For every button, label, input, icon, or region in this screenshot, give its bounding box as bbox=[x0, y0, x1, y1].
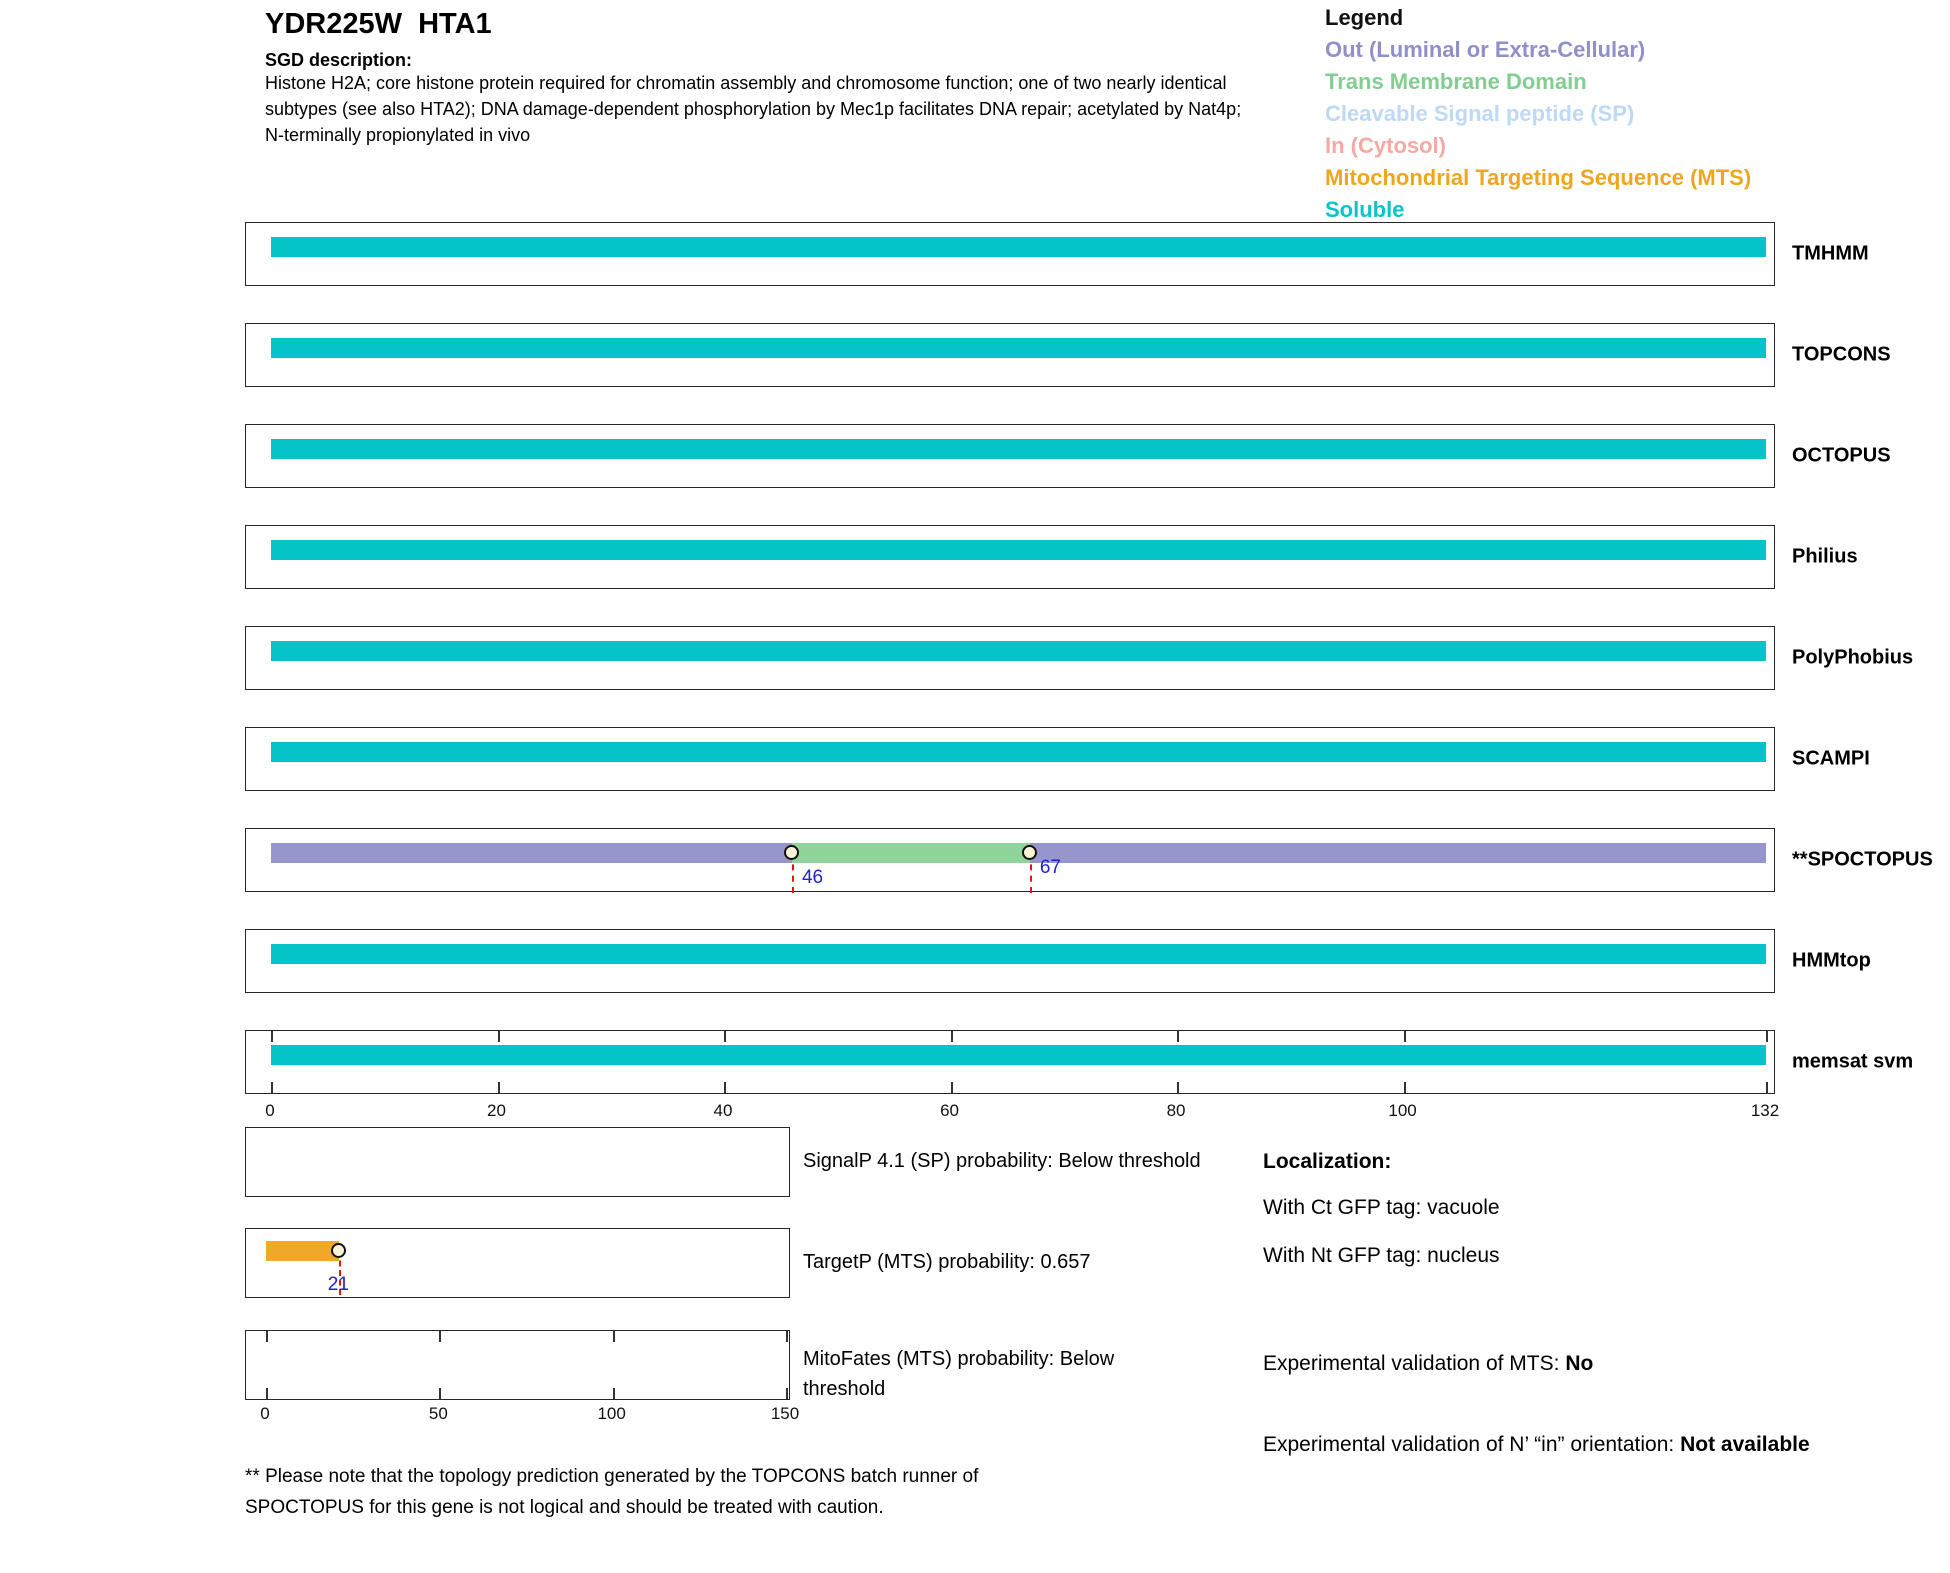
footnote-line1: ** Please note that the topology prediction generated by the TOPCONS batch runner of bbox=[245, 1466, 979, 1487]
legend-item-out: Out (Luminal or Extra-Cellular) bbox=[1325, 37, 1646, 62]
mts-validation-label: Experimental validation of MTS: bbox=[1263, 1352, 1560, 1375]
localization-ct-gfp: With Ct GFP tag: vacuole bbox=[1263, 1196, 1500, 1219]
cleavage-marker-icon bbox=[331, 1243, 346, 1258]
track-row-hmmtop bbox=[245, 929, 1950, 993]
axis-tick-label: 0 bbox=[260, 1404, 270, 1423]
axis-tick bbox=[1404, 1031, 1406, 1042]
orientation-validation-line bbox=[1263, 1428, 1838, 1461]
localization-heading: Localization: bbox=[1263, 1150, 1392, 1173]
axis-tick-label: 100 bbox=[1388, 1101, 1417, 1120]
legend-items bbox=[1325, 34, 1751, 226]
topology-segment-soluble bbox=[271, 237, 1766, 257]
prediction-track-box bbox=[245, 222, 1775, 286]
legend-item-in: In (Cytosol) bbox=[1325, 133, 1446, 158]
prediction-track-box bbox=[245, 424, 1775, 488]
topology-segment-out bbox=[1030, 843, 1766, 863]
axis-tick bbox=[1766, 1082, 1768, 1093]
legend-item-mts: Mitochondrial Targeting Sequence (MTS) bbox=[1325, 165, 1752, 190]
track-name-label: memsat svm bbox=[1792, 1050, 1914, 1073]
topology-segment-soluble bbox=[271, 944, 1766, 964]
axis-tick bbox=[1177, 1031, 1179, 1042]
boundary-position-label: 46 bbox=[801, 867, 824, 888]
axis-tick bbox=[1177, 1082, 1179, 1093]
targetp-plot-box bbox=[245, 1228, 790, 1298]
mitofates-plot-box bbox=[245, 1330, 790, 1400]
axis-tick bbox=[786, 1388, 788, 1399]
topology-segment-out bbox=[271, 843, 792, 863]
track-row-memsatsvm bbox=[245, 1030, 1950, 1094]
prediction-track-box bbox=[245, 727, 1775, 791]
prediction-track-box bbox=[245, 1030, 1775, 1094]
axis-tick bbox=[271, 1082, 273, 1093]
topology-segment-soluble bbox=[271, 742, 1766, 762]
cleavage-position-label: 21 bbox=[327, 1274, 349, 1295]
topology-segment-soluble bbox=[271, 540, 1766, 560]
legend-item-sp: Cleavable Signal peptide (SP) bbox=[1325, 101, 1635, 126]
axis-tick bbox=[266, 1331, 268, 1342]
localization-nt-gfp: With Nt GFP tag: nucleus bbox=[1263, 1244, 1500, 1267]
targetp-probability-label: TargetP (MTS) probability: 0.657 bbox=[803, 1251, 1091, 1273]
mitofates-probability-line2: threshold bbox=[803, 1378, 886, 1400]
axis-tick bbox=[498, 1031, 500, 1042]
axis-tick-label: 40 bbox=[713, 1101, 733, 1120]
axis-tick bbox=[1766, 1031, 1768, 1042]
track-row-polyphobius bbox=[245, 626, 1950, 690]
legend-item-tm: Trans Membrane Domain bbox=[1325, 69, 1587, 94]
track-row-topcons bbox=[245, 323, 1950, 387]
legend-title: Legend bbox=[1325, 5, 1404, 30]
axis-tick bbox=[786, 1331, 788, 1342]
track-row-octopus bbox=[245, 424, 1950, 488]
prediction-track-box bbox=[245, 828, 1775, 892]
axis-tick bbox=[951, 1082, 953, 1093]
axis-tick bbox=[724, 1031, 726, 1042]
sgd-description-text: Histone H2A; core histone protein required for chromatin assembly and chromosome function; one of two nearly identical subtypes (see also HTA2); DNA damage-dependent phosphorylation by Mec1p facilitates DNA repair; acetylated by Nat4p; N-terminally propionylated in vivo bbox=[265, 73, 1242, 145]
axis-tick bbox=[498, 1082, 500, 1093]
track-row-scampi bbox=[245, 727, 1950, 791]
track-name-label: PolyPhobius bbox=[1792, 646, 1914, 669]
topology-segment-tm bbox=[792, 843, 1030, 863]
axis-tick-label: 150 bbox=[770, 1404, 800, 1423]
axis-tick bbox=[271, 1031, 273, 1042]
signalp-probability-label: SignalP 4.1 (SP) probability: Below threshold bbox=[803, 1150, 1201, 1172]
topology-segment-soluble bbox=[271, 338, 1766, 358]
topology-segment-soluble bbox=[271, 1045, 1766, 1065]
prediction-track-box bbox=[245, 323, 1775, 387]
orientation-validation-value: Not available bbox=[1680, 1433, 1810, 1456]
prediction-track-box bbox=[245, 626, 1775, 690]
axis-tick-label: 132 bbox=[1750, 1101, 1780, 1120]
track-row-philius bbox=[245, 525, 1950, 589]
track-row-tmhmm bbox=[245, 222, 1950, 286]
topology-segment-soluble bbox=[271, 641, 1766, 661]
topology-segment-soluble bbox=[271, 439, 1766, 459]
axis-tick-label: 0 bbox=[265, 1101, 275, 1120]
spoctopus-footnote bbox=[245, 1461, 978, 1523]
axis-tick bbox=[951, 1031, 953, 1042]
track-name-label: HMMtop bbox=[1792, 949, 1871, 972]
track-name-label: SCAMPI bbox=[1792, 747, 1870, 770]
axis-tick bbox=[266, 1388, 268, 1399]
mitofates-probability-label bbox=[803, 1344, 1114, 1404]
axis-tick bbox=[724, 1082, 726, 1093]
track-name-label: Philius bbox=[1792, 545, 1858, 568]
sgd-description-heading: SGD description: bbox=[265, 50, 413, 70]
legend-item-soluble: Soluble bbox=[1325, 197, 1405, 222]
track-name-label: OCTOPUS bbox=[1792, 444, 1891, 467]
track-name-label: **SPOCTOPUS bbox=[1792, 848, 1933, 871]
orientation-validation-label: Experimental validation of N’ “in” orientation: bbox=[1263, 1433, 1675, 1456]
prediction-track-box bbox=[245, 525, 1775, 589]
axis-tick-label: 60 bbox=[940, 1101, 959, 1120]
track-name-label: TOPCONS bbox=[1792, 343, 1891, 366]
axis-tick bbox=[439, 1388, 441, 1399]
mts-validation-line bbox=[1263, 1352, 1593, 1376]
axis-tick bbox=[1404, 1082, 1406, 1093]
footnote-line2: SPOCTOPUS for this gene is not logical and should be treated with caution. bbox=[245, 1497, 884, 1518]
axis-tick bbox=[613, 1388, 615, 1399]
localization-block bbox=[1263, 1150, 1838, 1530]
mitofates-probability-line1: MitoFates (MTS) probability: Below bbox=[803, 1348, 1115, 1370]
mts-validation-value: No bbox=[1565, 1352, 1594, 1375]
prediction-track-box bbox=[245, 929, 1775, 993]
boundary-position-label: 67 bbox=[1039, 857, 1061, 878]
axis-tick-label: 20 bbox=[487, 1101, 506, 1120]
residue-axis bbox=[245, 1101, 1780, 1123]
targetp-mts-bar bbox=[266, 1241, 339, 1261]
axis-tick-label: 100 bbox=[597, 1404, 626, 1423]
track-row-spoctopus bbox=[245, 828, 1950, 892]
legend bbox=[1325, 2, 1751, 226]
page-title: YDR225W HTA1 bbox=[265, 8, 492, 40]
axis-tick bbox=[439, 1331, 441, 1342]
track-name-label: TMHMM bbox=[1792, 242, 1869, 265]
signalp-plot-box bbox=[245, 1127, 790, 1197]
axis-tick-label: 80 bbox=[1166, 1101, 1186, 1120]
axis-tick-label: 50 bbox=[428, 1404, 448, 1423]
mitofates-axis bbox=[245, 1404, 800, 1426]
axis-tick bbox=[613, 1331, 615, 1342]
